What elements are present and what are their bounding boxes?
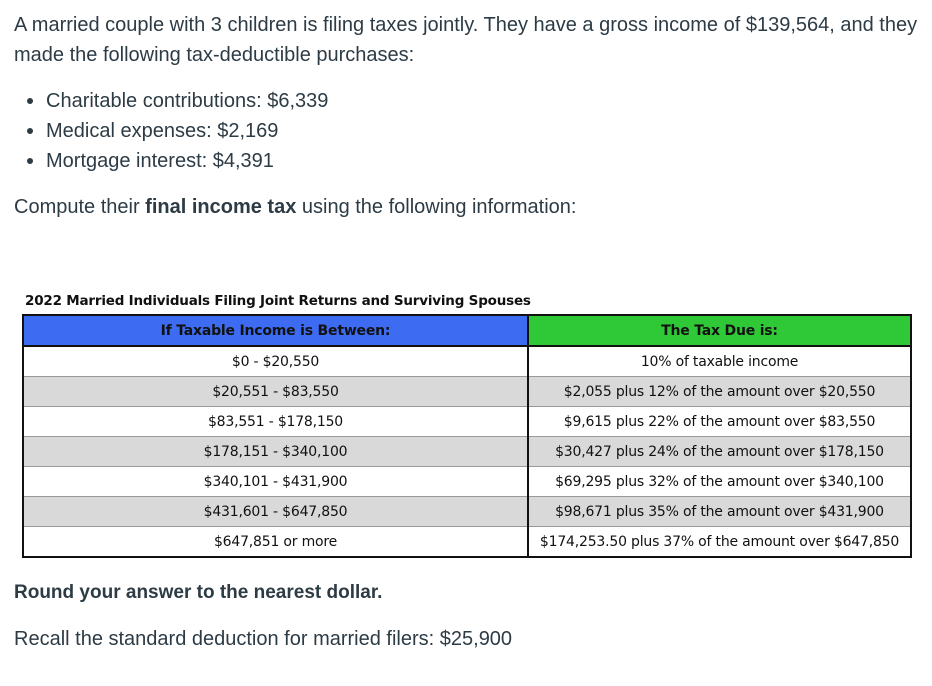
income-range-cell: $340,101 - $431,900	[23, 467, 528, 497]
income-range-cell: $20,551 - $83,550	[23, 377, 528, 407]
table-header-row	[23, 315, 911, 346]
list-item	[14, 146, 328, 176]
header-taxable-income: If Taxable Income is Between:	[23, 315, 528, 346]
tax-due-cell: $30,427 plus 24% of the amount over $178,150	[528, 437, 911, 467]
purchase-charitable: Charitable contributions: $6,339	[46, 90, 329, 112]
income-range-cell: $0 - $20,550	[23, 346, 528, 377]
tax-due-cell: $9,615 plus 22% of the amount over $83,550	[528, 407, 911, 437]
list-item	[14, 116, 328, 146]
income-range-cell: $647,851 or more	[23, 527, 528, 558]
tax-table-caption: 2022 Married Individuals Filing Joint Returns and Surviving Spouses	[25, 293, 531, 309]
bullet-icon	[27, 128, 33, 134]
deductible-purchases-list	[14, 86, 328, 176]
tax-due-cell: $98,671 plus 35% of the amount over $431,900	[528, 497, 911, 527]
table-row	[23, 407, 911, 437]
tax-due-cell: $174,253.50 plus 37% of the amount over $647,850	[528, 527, 911, 558]
standard-deduction-note: Recall the standard deduction for married filers: $25,900	[14, 628, 513, 650]
compute-text-bold: final income tax	[145, 196, 297, 218]
table-row	[23, 377, 911, 407]
bullet-icon	[27, 98, 33, 104]
header-tax-due: The Tax Due is:	[528, 315, 911, 346]
tax-bracket-table-image	[22, 288, 912, 558]
rounding-instruction: Round your answer to the nearest dollar.	[14, 582, 383, 603]
compute-instruction	[14, 192, 576, 222]
income-range-cell: $83,551 - $178,150	[23, 407, 528, 437]
table-row	[23, 467, 911, 497]
income-range-cell: $178,151 - $340,100	[23, 437, 528, 467]
problem-intro: A married couple with 3 children is filing taxes jointly. They have a gross income of $139,564, and they made the following tax-deductible purchases:	[14, 14, 918, 66]
table-row	[23, 497, 911, 527]
tax-due-cell: $2,055 plus 12% of the amount over $20,550	[528, 377, 911, 407]
income-range-cell: $431,601 - $647,850	[23, 497, 528, 527]
tax-due-cell: 10% of taxable income	[528, 346, 911, 377]
table-row	[23, 527, 911, 558]
table-row	[23, 346, 911, 377]
tax-bracket-table	[22, 314, 912, 558]
compute-text-before: Compute their	[14, 196, 146, 218]
list-item	[14, 86, 328, 116]
table-row	[23, 437, 911, 467]
bullet-icon	[27, 158, 33, 164]
tax-due-cell: $69,295 plus 32% of the amount over $340,100	[528, 467, 911, 497]
purchase-mortgage: Mortgage interest: $4,391	[46, 150, 274, 172]
purchase-medical: Medical expenses: $2,169	[46, 120, 279, 142]
compute-text-after: using the following information:	[296, 196, 577, 218]
